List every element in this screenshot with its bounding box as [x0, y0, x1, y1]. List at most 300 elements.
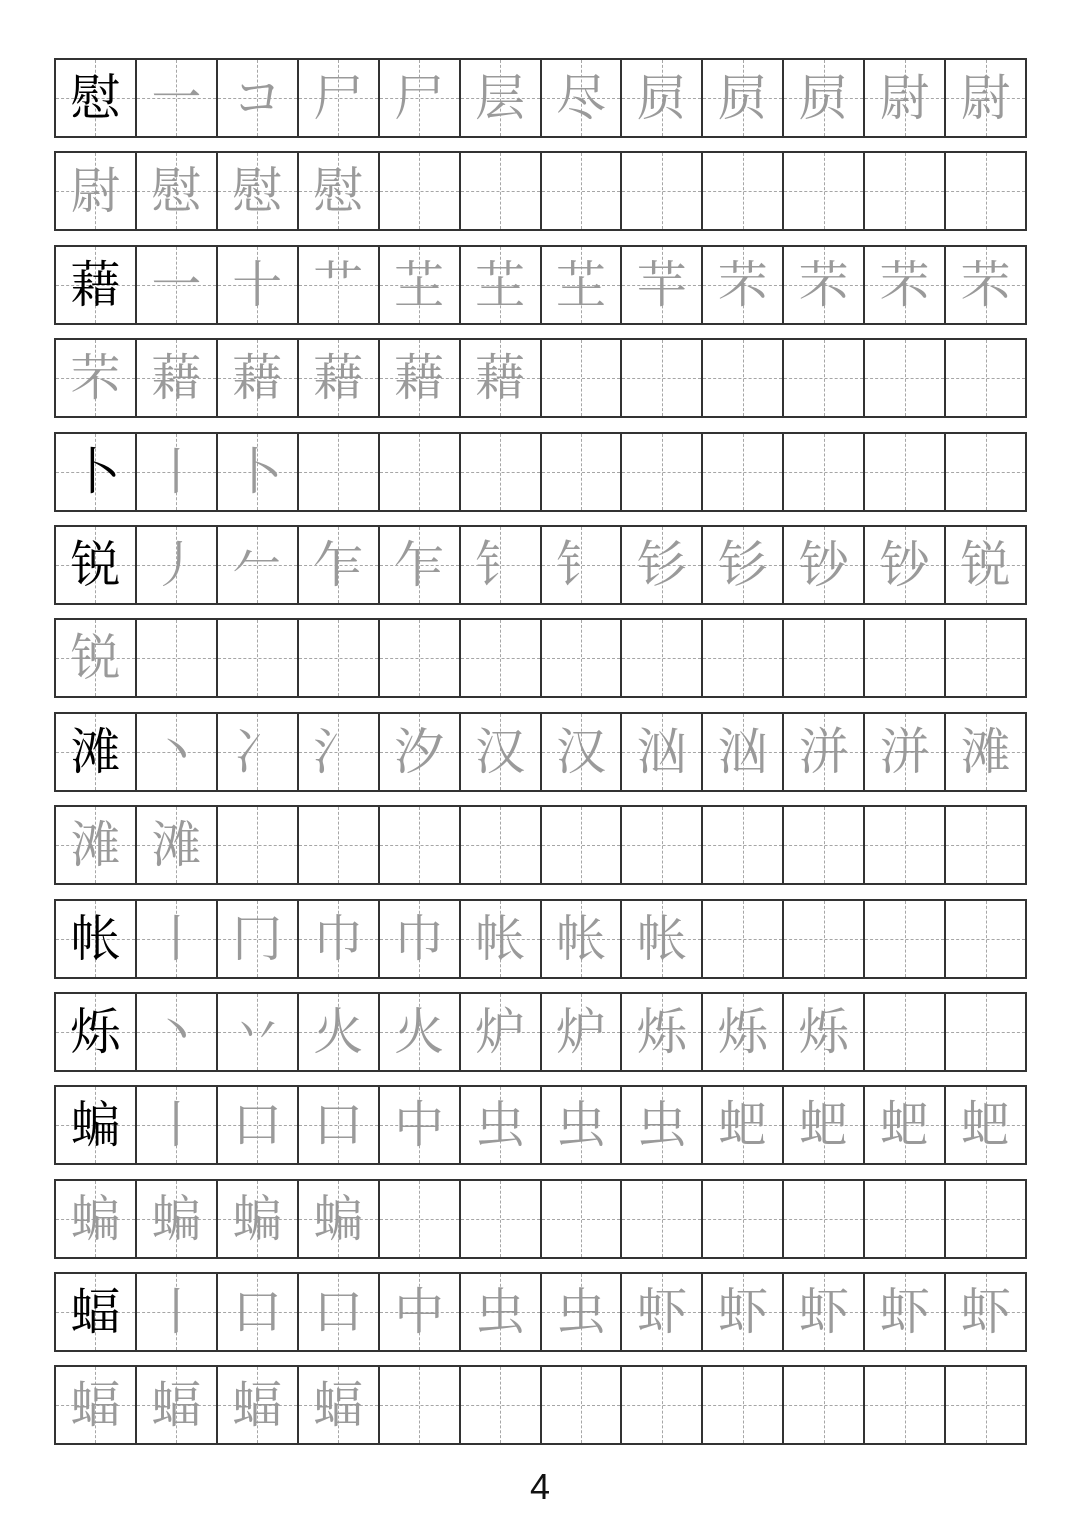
tianzige-cell: [946, 1367, 1025, 1443]
practice-row: [54, 1179, 1027, 1259]
trace-character: 丨: [151, 909, 202, 968]
trace-character: 汉: [475, 722, 526, 781]
tianzige-cell: [299, 901, 380, 977]
tianzige-cell: [703, 1367, 784, 1443]
tianzige-cell: [865, 1274, 946, 1350]
tianzige-cell: [380, 807, 461, 883]
trace-character: 炉: [555, 1002, 606, 1061]
practice-row: [54, 712, 1027, 792]
tianzige-cell: [380, 1367, 461, 1443]
tianzige-cell: [865, 807, 946, 883]
tianzige-cell: [865, 714, 946, 790]
tianzige-cell: [865, 1367, 946, 1443]
trace-character: 丨: [151, 1096, 202, 1155]
tianzige-cell: [946, 807, 1025, 883]
tianzige-cell: [56, 60, 137, 136]
trace-character: 芣: [717, 255, 768, 314]
practice-row: [54, 1272, 1027, 1352]
tianzige-cell: [218, 247, 299, 323]
tianzige-cell: [946, 247, 1025, 323]
tianzige-cell: [784, 153, 865, 229]
tianzige-cell: [784, 434, 865, 510]
tianzige-cell: [137, 1367, 218, 1443]
tianzige-cell: [703, 527, 784, 603]
tianzige-cell: [218, 620, 299, 696]
tianzige-cell: [218, 1367, 299, 1443]
trace-character: 烁: [798, 1002, 849, 1061]
tianzige-cell: [542, 1367, 623, 1443]
trace-character: 丶: [151, 1002, 202, 1061]
tianzige-cell: [56, 1274, 137, 1350]
character-practice-grid: [54, 58, 1027, 1459]
tianzige-cell: [703, 620, 784, 696]
trace-character: 尸: [394, 69, 445, 127]
trace-character: 钅: [475, 535, 526, 594]
trace-character: 藉: [475, 349, 526, 408]
tianzige-cell: [784, 1087, 865, 1163]
trace-character: 虫: [475, 1096, 526, 1155]
tianzige-cell: [865, 1181, 946, 1257]
tianzige-cell: [380, 1274, 461, 1350]
tianzige-cell: [56, 527, 137, 603]
trace-character: 蝠: [232, 1376, 283, 1435]
model-character: 滩: [70, 722, 121, 781]
tianzige-cell: [218, 1181, 299, 1257]
tianzige-cell: [56, 994, 137, 1070]
trace-character: 钐: [636, 535, 687, 594]
tianzige-cell: [784, 1367, 865, 1443]
tianzige-cell: [461, 340, 542, 416]
tianzige-cell: [703, 1274, 784, 1350]
tianzige-cell: [299, 1367, 380, 1443]
tianzige-cell: [703, 434, 784, 510]
tianzige-cell: [542, 807, 623, 883]
practice-row: [54, 58, 1027, 138]
tianzige-cell: [380, 620, 461, 696]
tianzige-cell: [218, 807, 299, 883]
trace-character: 丿: [151, 535, 202, 594]
practice-row: [54, 899, 1027, 979]
tianzige-cell: [865, 340, 946, 416]
trace-character: 洴: [798, 722, 849, 781]
trace-character: 蝙: [151, 1189, 202, 1248]
practice-row: [54, 618, 1027, 698]
tianzige-cell: [299, 60, 380, 136]
tianzige-cell: [784, 1274, 865, 1350]
trace-character: 蝠: [313, 1376, 364, 1435]
tianzige-cell: [380, 340, 461, 416]
trace-character: コ: [232, 69, 283, 127]
tianzige-cell: [784, 60, 865, 136]
trace-character: 尉: [879, 69, 930, 127]
tianzige-cell: [299, 1087, 380, 1163]
trace-character: 虫: [555, 1096, 606, 1155]
tianzige-cell: [137, 1274, 218, 1350]
trace-character: 蝠: [70, 1376, 121, 1435]
trace-character: 汉: [555, 722, 606, 781]
tianzige-cell: [946, 901, 1025, 977]
trace-character: 汐: [394, 722, 445, 781]
trace-character: 𠂉: [232, 535, 283, 594]
trace-character: 巾: [394, 909, 445, 968]
tianzige-cell: [865, 994, 946, 1070]
trace-character: 蝙: [313, 1189, 364, 1248]
trace-character: 卜: [232, 442, 283, 501]
trace-character: 蚆: [960, 1096, 1011, 1155]
tianzige-cell: [299, 247, 380, 323]
tianzige-cell: [946, 620, 1025, 696]
trace-character: 芣: [879, 255, 930, 314]
tianzige-cell: [622, 340, 703, 416]
tianzige-cell: [622, 247, 703, 323]
tianzige-cell: [622, 620, 703, 696]
tianzige-cell: [218, 340, 299, 416]
tianzige-cell: [542, 153, 623, 229]
tianzige-cell: [218, 60, 299, 136]
trace-character: 一: [151, 69, 202, 127]
tianzige-cell: [137, 994, 218, 1070]
tianzige-cell: [461, 1087, 542, 1163]
trace-character: 一: [151, 255, 202, 314]
tianzige-cell: [299, 340, 380, 416]
tianzige-cell: [299, 434, 380, 510]
trace-character: 锐: [960, 535, 1011, 594]
tianzige-cell: [542, 527, 623, 603]
tianzige-cell: [542, 340, 623, 416]
trace-character: 炉: [475, 1002, 526, 1061]
tianzige-cell: [703, 714, 784, 790]
tianzige-cell: [56, 807, 137, 883]
trace-character: 丶: [151, 722, 202, 781]
tianzige-cell: [784, 340, 865, 416]
trace-character: 火: [313, 1002, 364, 1061]
tianzige-cell: [461, 153, 542, 229]
tianzige-cell: [542, 247, 623, 323]
tianzige-cell: [703, 807, 784, 883]
tianzige-cell: [218, 1274, 299, 1350]
tianzige-cell: [461, 527, 542, 603]
trace-character: 钞: [798, 535, 849, 594]
trace-character: 乍: [313, 535, 364, 594]
tianzige-cell: [137, 434, 218, 510]
practice-row: [54, 338, 1027, 418]
tianzige-cell: [622, 1181, 703, 1257]
practice-row: [54, 525, 1027, 605]
trace-character: 钅: [555, 535, 606, 594]
trace-character: 芏: [394, 255, 445, 314]
trace-character: 芏: [555, 255, 606, 314]
tianzige-cell: [542, 714, 623, 790]
tianzige-cell: [542, 901, 623, 977]
tianzige-cell: [622, 153, 703, 229]
tianzige-cell: [622, 807, 703, 883]
trace-character: 烁: [717, 1002, 768, 1061]
model-character: 烁: [70, 1002, 121, 1061]
tianzige-cell: [784, 1181, 865, 1257]
tianzige-cell: [380, 714, 461, 790]
tianzige-cell: [622, 527, 703, 603]
tianzige-cell: [461, 434, 542, 510]
tianzige-cell: [461, 807, 542, 883]
trace-character: 芉: [636, 255, 687, 314]
trace-character: 汹: [636, 722, 687, 781]
tianzige-cell: [137, 901, 218, 977]
tianzige-cell: [865, 153, 946, 229]
tianzige-cell: [542, 60, 623, 136]
practice-row: [54, 151, 1027, 231]
trace-character: 口: [313, 1283, 364, 1342]
tianzige-cell: [137, 714, 218, 790]
tianzige-cell: [784, 807, 865, 883]
trace-character: 钞: [879, 535, 930, 594]
trace-character: 虾: [717, 1283, 768, 1342]
tianzige-cell: [380, 153, 461, 229]
trace-character: 丨: [151, 442, 202, 501]
tianzige-cell: [784, 247, 865, 323]
trace-character: 冫: [232, 722, 283, 781]
tianzige-cell: [865, 901, 946, 977]
trace-character: 帐: [636, 909, 687, 968]
page-number: 4: [529, 1466, 551, 1507]
tianzige-cell: [542, 1274, 623, 1350]
trace-character: 尸: [313, 69, 364, 127]
tianzige-cell: [299, 807, 380, 883]
trace-character: 蚆: [717, 1096, 768, 1155]
tianzige-cell: [56, 1087, 137, 1163]
tianzige-cell: [137, 60, 218, 136]
trace-character: 藉: [394, 349, 445, 408]
tianzige-cell: [865, 434, 946, 510]
tianzige-cell: [542, 620, 623, 696]
tianzige-cell: [946, 434, 1025, 510]
tianzige-cell: [461, 247, 542, 323]
trace-character: 尉: [70, 162, 121, 221]
trace-character: 慰: [232, 162, 283, 221]
tianzige-cell: [56, 620, 137, 696]
trace-character: 丷: [232, 1002, 283, 1061]
trace-character: 蚆: [879, 1096, 930, 1155]
trace-character: 口: [232, 1283, 283, 1342]
tianzige-cell: [946, 1087, 1025, 1163]
trace-character: 火: [394, 1002, 445, 1061]
tianzige-cell: [137, 1087, 218, 1163]
tianzige-cell: [56, 247, 137, 323]
trace-character: 屃: [798, 69, 849, 127]
tianzige-cell: [137, 620, 218, 696]
tianzige-cell: [461, 620, 542, 696]
trace-character: 口: [313, 1096, 364, 1155]
trace-character: 藉: [232, 349, 283, 408]
trace-character: 虾: [960, 1283, 1011, 1342]
tianzige-cell: [137, 247, 218, 323]
practice-row: [54, 432, 1027, 512]
tianzige-cell: [137, 807, 218, 883]
tianzige-cell: [865, 620, 946, 696]
tianzige-cell: [542, 1181, 623, 1257]
tianzige-cell: [946, 60, 1025, 136]
practice-row: [54, 1365, 1027, 1445]
trace-character: 虾: [879, 1283, 930, 1342]
tianzige-cell: [56, 434, 137, 510]
trace-character: 钐: [717, 535, 768, 594]
tianzige-cell: [622, 994, 703, 1070]
trace-character: 十: [232, 255, 283, 314]
tianzige-cell: [461, 1274, 542, 1350]
tianzige-cell: [461, 1181, 542, 1257]
model-character: 帐: [70, 909, 121, 968]
trace-character: 艹: [313, 255, 364, 314]
tianzige-cell: [784, 901, 865, 977]
trace-character: 汹: [717, 722, 768, 781]
tianzige-cell: [218, 901, 299, 977]
tianzige-cell: [946, 340, 1025, 416]
trace-character: 芣: [70, 349, 121, 408]
tianzige-cell: [784, 620, 865, 696]
trace-character: 尉: [960, 69, 1011, 127]
model-character: 卜: [70, 442, 121, 501]
trace-character: 帐: [475, 909, 526, 968]
tianzige-cell: [218, 434, 299, 510]
tianzige-cell: [865, 527, 946, 603]
trace-character: 巾: [313, 909, 364, 968]
model-character: 蝙: [70, 1096, 121, 1155]
trace-character: 冂: [232, 909, 283, 968]
tianzige-cell: [137, 1181, 218, 1257]
trace-character: 烁: [636, 1002, 687, 1061]
trace-character: 藉: [151, 349, 202, 408]
tianzige-cell: [946, 1274, 1025, 1350]
tianzige-cell: [461, 901, 542, 977]
tianzige-cell: [299, 527, 380, 603]
tianzige-cell: [380, 247, 461, 323]
tianzige-cell: [784, 994, 865, 1070]
tianzige-cell: [56, 1181, 137, 1257]
tianzige-cell: [946, 153, 1025, 229]
trace-character: 蝙: [70, 1189, 121, 1248]
tianzige-cell: [218, 153, 299, 229]
tianzige-cell: [137, 153, 218, 229]
tianzige-cell: [380, 1181, 461, 1257]
trace-character: 蝙: [232, 1189, 283, 1248]
tianzige-cell: [784, 527, 865, 603]
tianzige-cell: [703, 901, 784, 977]
tianzige-cell: [461, 994, 542, 1070]
tianzige-cell: [380, 60, 461, 136]
trace-character: 滩: [70, 816, 121, 875]
trace-character: 中: [394, 1096, 445, 1155]
tianzige-cell: [622, 714, 703, 790]
tianzige-cell: [461, 714, 542, 790]
tianzige-cell: [299, 994, 380, 1070]
tianzige-cell: [542, 994, 623, 1070]
model-character: 藉: [70, 255, 121, 314]
tianzige-cell: [946, 994, 1025, 1070]
tianzige-cell: [218, 714, 299, 790]
tianzige-cell: [218, 994, 299, 1070]
tianzige-cell: [299, 153, 380, 229]
practice-row: [54, 245, 1027, 325]
tianzige-cell: [137, 340, 218, 416]
trace-character: 锐: [70, 629, 121, 688]
tianzige-cell: [703, 994, 784, 1070]
tianzige-cell: [703, 247, 784, 323]
trace-character: 芣: [960, 255, 1011, 314]
trace-character: 滩: [960, 722, 1011, 781]
tianzige-cell: [461, 1367, 542, 1443]
model-character: 慰: [70, 69, 121, 127]
practice-row: [54, 1085, 1027, 1165]
tianzige-cell: [622, 434, 703, 510]
trace-character: 中: [394, 1283, 445, 1342]
trace-character: 层: [475, 69, 526, 127]
tianzige-cell: [56, 901, 137, 977]
trace-character: 虾: [636, 1283, 687, 1342]
trace-character: 屃: [717, 69, 768, 127]
trace-character: 芣: [798, 255, 849, 314]
tianzige-cell: [542, 434, 623, 510]
tianzige-cell: [946, 527, 1025, 603]
tianzige-cell: [542, 1087, 623, 1163]
trace-character: 虫: [475, 1283, 526, 1342]
trace-character: 尽: [555, 69, 606, 127]
tianzige-cell: [784, 714, 865, 790]
tianzige-cell: [622, 1367, 703, 1443]
tianzige-cell: [56, 340, 137, 416]
trace-character: 滩: [151, 816, 202, 875]
tianzige-cell: [946, 714, 1025, 790]
trace-character: 口: [232, 1096, 283, 1155]
tianzige-cell: [299, 1274, 380, 1350]
trace-character: 虫: [636, 1096, 687, 1155]
tianzige-cell: [622, 901, 703, 977]
tianzige-cell: [865, 247, 946, 323]
tianzige-cell: [137, 527, 218, 603]
trace-character: 藉: [313, 349, 364, 408]
tianzige-cell: [380, 434, 461, 510]
trace-character: 蝠: [151, 1376, 202, 1435]
tianzige-cell: [703, 1087, 784, 1163]
tianzige-cell: [218, 527, 299, 603]
trace-character: 屃: [636, 69, 687, 127]
trace-character: 丨: [151, 1283, 202, 1342]
tianzige-cell: [865, 1087, 946, 1163]
trace-character: 洴: [879, 722, 930, 781]
trace-character: 乍: [394, 535, 445, 594]
tianzige-cell: [299, 1181, 380, 1257]
tianzige-cell: [703, 340, 784, 416]
tianzige-cell: [461, 60, 542, 136]
trace-character: 帐: [555, 909, 606, 968]
practice-row: [54, 992, 1027, 1072]
trace-character: 蚆: [798, 1096, 849, 1155]
tianzige-cell: [299, 620, 380, 696]
tianzige-cell: [703, 60, 784, 136]
trace-character: 慰: [151, 162, 202, 221]
tianzige-cell: [622, 1087, 703, 1163]
tianzige-cell: [56, 1367, 137, 1443]
tianzige-cell: [56, 153, 137, 229]
trace-character: 氵: [313, 722, 364, 781]
trace-character: 慰: [313, 162, 364, 221]
tianzige-cell: [380, 901, 461, 977]
tianzige-cell: [946, 1181, 1025, 1257]
model-character: 蝠: [70, 1283, 121, 1342]
tianzige-cell: [299, 714, 380, 790]
tianzige-cell: [380, 527, 461, 603]
model-character: 锐: [70, 535, 121, 594]
trace-character: 虫: [555, 1283, 606, 1342]
tianzige-cell: [56, 714, 137, 790]
